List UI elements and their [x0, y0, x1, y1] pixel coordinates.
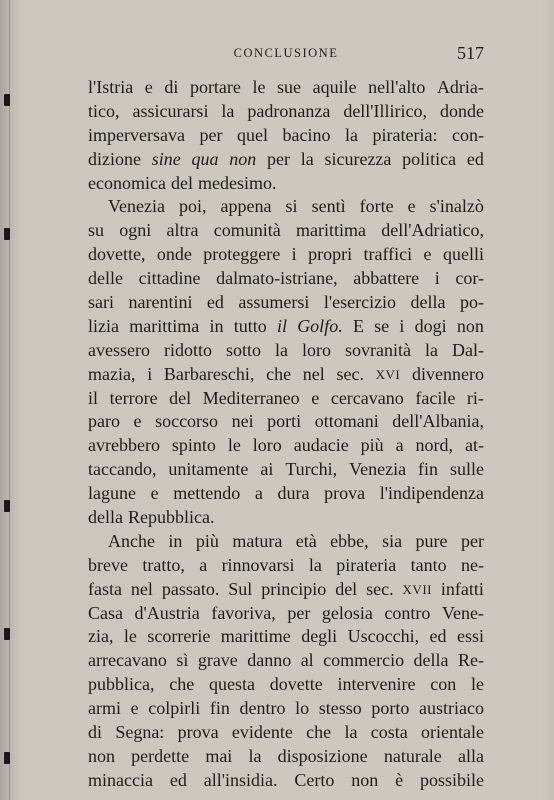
word: non: [456, 315, 484, 336]
word: pubblica,: [88, 674, 155, 695]
word: economica: [88, 172, 166, 193]
word: marittime: [220, 626, 291, 647]
word: cittadine: [138, 268, 201, 289]
word: narentini: [128, 292, 193, 313]
text-line: [88, 76, 484, 100]
word: sì: [176, 650, 189, 671]
word: infatti: [440, 578, 484, 599]
word: Dal-: [451, 339, 484, 360]
text-line: [88, 434, 484, 458]
word: mai: [205, 745, 233, 766]
word: loro: [302, 339, 331, 360]
text-line: [88, 172, 484, 196]
text-line: [88, 530, 484, 554]
word: pirateria:: [372, 124, 438, 145]
word: medesimo.: [198, 172, 277, 193]
word: che: [306, 722, 332, 743]
word: soccorso: [155, 411, 219, 432]
word: dizione: [88, 148, 141, 169]
word: che: [169, 674, 195, 695]
word: l'Istria: [88, 77, 134, 97]
word: taccando,: [88, 459, 157, 480]
text-line: [88, 554, 484, 578]
word: in: [209, 315, 224, 336]
word: dell'Albania,: [392, 411, 484, 432]
word: abbattere: [353, 268, 420, 289]
word: XVI: [375, 366, 401, 382]
word: il: [88, 387, 99, 408]
word: e: [130, 698, 139, 719]
word: è: [395, 769, 404, 790]
word: all'insidia.: [203, 769, 278, 790]
word: degli: [301, 626, 338, 647]
text-line: [88, 697, 484, 721]
word: le: [471, 674, 484, 695]
word: della: [88, 507, 123, 528]
word: con-: [451, 124, 484, 145]
word: intervenire: [337, 674, 416, 695]
page-header: [88, 44, 484, 66]
word: E: [352, 315, 364, 336]
word: disposizione: [277, 745, 368, 766]
word: marittima: [129, 315, 200, 336]
word: la: [275, 339, 288, 360]
word: se: [374, 315, 390, 336]
text-line: [88, 673, 484, 697]
word: paro: [88, 411, 120, 432]
word: la: [300, 148, 314, 169]
word: appena: [220, 196, 272, 217]
word: orientale: [421, 722, 484, 743]
text-line: [88, 219, 484, 243]
word: i: [147, 363, 153, 384]
word: Uscocchi,: [347, 626, 420, 647]
word: assicurarsi: [132, 100, 209, 121]
word: i: [399, 315, 405, 336]
word: traffici: [363, 244, 413, 265]
text-line: [88, 387, 484, 411]
word: ottomani: [314, 411, 379, 432]
word: le: [123, 626, 137, 647]
word: ogni: [119, 220, 152, 241]
word: minaccia: [88, 769, 153, 790]
word: sec.: [366, 578, 394, 599]
word: donde: [440, 100, 484, 121]
word: Venezia: [349, 459, 407, 480]
word: dovette: [269, 674, 323, 695]
word: possibile: [419, 769, 484, 790]
word: dentro: [239, 698, 286, 719]
word: scorrerie: [147, 626, 211, 647]
word: in: [168, 530, 183, 551]
word: assumersi: [238, 292, 310, 313]
text-line: [88, 195, 484, 219]
word: su: [88, 220, 105, 241]
word: qua: [191, 148, 219, 169]
word: portare: [189, 77, 241, 97]
word: Golfo.: [297, 315, 343, 336]
word: armi: [88, 698, 121, 719]
word: Turchi,: [285, 459, 338, 480]
word: politica: [402, 148, 457, 169]
word: a: [199, 554, 208, 575]
word: tratto,: [142, 554, 185, 575]
word: colpirli: [148, 698, 201, 719]
word: lagune: [88, 483, 136, 504]
word: e: [407, 196, 416, 217]
word: sari: [88, 292, 114, 313]
word: bacino: [282, 124, 331, 145]
word: arrecavano: [88, 650, 167, 671]
word: ed: [169, 769, 187, 790]
word: gelosia: [321, 602, 373, 623]
binding-mark: [4, 500, 10, 512]
word: al: [300, 650, 314, 671]
word: le: [252, 77, 266, 97]
word: si: [285, 196, 298, 217]
text-line: [88, 267, 484, 291]
word: divennero: [411, 363, 484, 384]
word: i: [434, 268, 440, 289]
word: Certo: [294, 769, 335, 790]
text-line: [88, 339, 484, 363]
word: imperversava: [88, 124, 185, 145]
text-line: [88, 769, 484, 793]
word: lo: [295, 698, 310, 719]
word: fasta: [88, 578, 122, 599]
word: fin: [418, 459, 439, 480]
word: marittima: [296, 220, 366, 241]
word: il: [276, 315, 287, 336]
word: proteggere: [203, 244, 281, 265]
word: Vene-: [441, 602, 484, 623]
word: la: [344, 124, 358, 145]
word: del: [171, 172, 193, 193]
page-number: 517: [457, 43, 484, 63]
word: s'inalzò: [429, 196, 484, 217]
text-line: [88, 363, 484, 387]
word: stesso: [318, 698, 362, 719]
word: ri-: [466, 387, 484, 408]
word: ebbe,: [330, 530, 369, 551]
word: cor-: [455, 268, 484, 289]
word: onde: [156, 244, 192, 265]
word: i: [291, 244, 297, 265]
binding-mark: [4, 94, 10, 106]
word: unitamente: [168, 459, 249, 480]
word: avessero: [88, 339, 150, 360]
word: di: [164, 77, 179, 97]
word: del: [335, 578, 358, 599]
word: Sul: [228, 578, 253, 599]
word: po-: [459, 292, 484, 313]
word: perdette: [131, 745, 190, 766]
text-line: [88, 315, 484, 339]
word: ai: [260, 459, 274, 480]
word: la: [248, 745, 262, 766]
word: aquile: [312, 77, 357, 97]
text-line: [88, 291, 484, 315]
word: cercavano: [330, 387, 404, 408]
word: dell'Illirico,: [343, 100, 428, 121]
word: a: [254, 483, 263, 504]
binding-mark: [4, 752, 10, 764]
word: sotto: [225, 339, 261, 360]
text-line: [88, 100, 484, 124]
word: spinto: [171, 435, 216, 456]
word: la: [344, 722, 358, 743]
word: le: [227, 435, 241, 456]
word: pirateria: [336, 554, 397, 575]
word: Segna:: [115, 722, 165, 743]
word: terrore: [109, 387, 158, 408]
word: sine: [151, 148, 181, 169]
word: loro: [252, 435, 282, 456]
word: sec.: [336, 363, 364, 384]
word: quelli: [442, 244, 484, 265]
word: porti: [267, 411, 302, 432]
word: facile: [415, 387, 456, 408]
word: pure: [415, 530, 448, 551]
word: nel: [130, 578, 153, 599]
page-spine-edge: [9, 0, 10, 800]
word: e: [144, 77, 153, 97]
word: sulle: [450, 459, 484, 480]
word: e: [423, 244, 432, 265]
word: con: [430, 674, 457, 695]
word: ed: [429, 626, 447, 647]
word: Re-: [457, 650, 484, 671]
word: Casa: [88, 602, 123, 623]
word: tanto: [410, 554, 447, 575]
word: per: [460, 530, 484, 551]
word: dovette,: [88, 244, 146, 265]
word: zia,: [88, 626, 114, 647]
word: ed: [466, 148, 484, 169]
text-line: [88, 649, 484, 673]
word: evidente: [231, 722, 293, 743]
word: dura: [277, 483, 310, 504]
word: padronanza: [247, 100, 331, 121]
word: per: [199, 124, 223, 145]
word: e: [311, 387, 320, 408]
word: mazia,: [88, 363, 136, 384]
word: lizia: [88, 315, 119, 336]
word: età: [295, 530, 317, 551]
text-line: [88, 578, 484, 602]
word: più: [195, 530, 219, 551]
word: ridotto: [163, 339, 212, 360]
word: favoriva,: [211, 602, 276, 623]
word: di: [88, 722, 103, 743]
word: non: [351, 769, 379, 790]
word: Barbareschi,: [163, 363, 255, 384]
word: forte: [359, 196, 394, 217]
text-line: [88, 625, 484, 649]
word: avrebbero: [88, 435, 160, 456]
word: Adria-: [436, 77, 484, 97]
body-text: [88, 76, 484, 793]
word: sentì: [311, 196, 346, 217]
text-line: [88, 148, 484, 172]
text-line: [88, 745, 484, 769]
word: poi,: [179, 196, 207, 217]
word: sia: [382, 530, 403, 551]
word: nord,: [415, 435, 454, 456]
word: della: [413, 650, 449, 671]
word: prova: [177, 722, 219, 743]
word: rinnovarsi: [221, 554, 295, 575]
word: Mediterraneo: [202, 387, 300, 408]
word: essi: [456, 626, 484, 647]
word: delle: [88, 268, 123, 289]
word: fin: [209, 698, 230, 719]
word: austriaco: [419, 698, 484, 719]
word: alla: [457, 745, 484, 766]
word: passato.: [161, 578, 220, 599]
word: nel: [302, 363, 325, 384]
text-line: [88, 410, 484, 434]
word: della: [410, 292, 446, 313]
text-line: [88, 602, 484, 626]
word: dogi: [414, 315, 447, 336]
word: breve: [88, 554, 128, 575]
word: comunità: [213, 220, 281, 241]
word: questa: [209, 674, 255, 695]
text-line: [88, 506, 484, 530]
text-line: [88, 458, 484, 482]
word: altra: [166, 220, 199, 241]
word: ed: [206, 292, 224, 313]
word: principio: [261, 578, 327, 599]
word: dell'Adriatico,: [381, 220, 484, 241]
word: prova: [324, 483, 366, 504]
word: audacie: [293, 435, 349, 456]
word: porto: [371, 698, 410, 719]
text-line: [88, 721, 484, 745]
binding-mark: [4, 228, 10, 240]
word: sicurezza: [324, 148, 392, 169]
word: costa: [370, 722, 408, 743]
word: tico,: [88, 100, 120, 121]
word: la: [221, 100, 235, 121]
word: la: [308, 554, 322, 575]
word: matura: [232, 530, 283, 551]
text-line: [88, 124, 484, 148]
word: propri: [308, 244, 353, 265]
word: sovranità: [345, 339, 411, 360]
word: d'Austria: [134, 602, 200, 623]
word: per: [266, 148, 290, 169]
word: e: [150, 483, 159, 504]
word: per: [287, 602, 311, 623]
word: mettendo: [173, 483, 241, 504]
word: a: [395, 435, 404, 456]
word: che: [266, 363, 292, 384]
text-line: [88, 482, 484, 506]
word: nei: [231, 411, 254, 432]
word: non: [229, 148, 257, 169]
word: quel: [236, 124, 268, 145]
word: XVII: [402, 581, 432, 597]
running-title: CONCLUSIONE: [233, 46, 339, 60]
word: ne-: [460, 554, 484, 575]
text-line: [88, 243, 484, 267]
binding-mark: [4, 628, 10, 640]
word: contro: [384, 602, 431, 623]
word: l'esercizio: [323, 292, 397, 313]
word: sue: [277, 77, 302, 97]
word: più: [360, 435, 384, 456]
word: non: [88, 745, 115, 766]
word: commercio: [323, 650, 405, 671]
word: e: [133, 411, 142, 432]
word: l'indipendenza: [379, 483, 484, 504]
word: Venezia: [108, 196, 165, 217]
word: naturale: [383, 745, 442, 766]
word: Anche: [108, 530, 155, 551]
word: dalmato-istriane,: [216, 268, 338, 289]
word: grave: [197, 650, 238, 671]
word: Repubblica.: [128, 507, 215, 528]
word: la: [424, 339, 438, 360]
word: danno: [247, 650, 292, 671]
word: at-: [464, 435, 484, 456]
word: tutto: [233, 315, 267, 336]
word: nell'alto: [368, 77, 426, 97]
word: del: [169, 387, 192, 408]
